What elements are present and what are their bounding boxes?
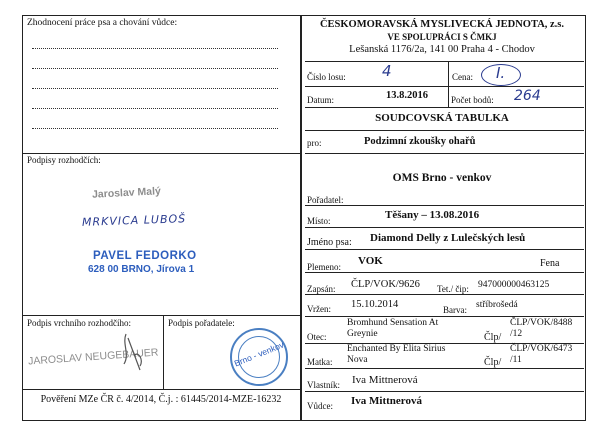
divider <box>305 294 584 295</box>
judge-signature-stamp: Jaroslav Malý <box>91 185 162 201</box>
divider <box>305 391 584 392</box>
datum-value: 13.8.2016 <box>386 90 428 101</box>
divider <box>305 130 584 131</box>
divider <box>305 107 584 108</box>
divider <box>22 389 300 390</box>
organizer-label: Podpis pořadatele: <box>168 318 235 328</box>
org-subtitle: VE SPOLUPRÁCI S ČMKJ <box>387 32 497 42</box>
divider <box>305 205 584 206</box>
vlastnik-value: Iva Mittnerová <box>352 374 418 386</box>
vlastnik-label: Vlastník: <box>307 380 340 390</box>
head-judge-stamp: JAROSLAV NEUGEBAUER <box>27 346 159 368</box>
vrzen-label: Vržen: <box>307 304 331 314</box>
dotted-line <box>32 108 278 109</box>
cena-label: Cena: <box>452 72 473 82</box>
otec-label: Otec: <box>307 332 327 342</box>
divider <box>305 153 584 154</box>
otec-value-line1: Bromhund Sensation At <box>347 318 439 328</box>
poradatel-label: Pořadatel: <box>307 195 344 205</box>
divider <box>305 272 584 273</box>
judge-stamp-name: PAVEL FEDORKO <box>93 250 197 262</box>
misto-label: Místo: <box>307 216 331 226</box>
datum-label: Datum: <box>307 95 334 105</box>
dotted-line <box>32 88 278 89</box>
divider <box>22 315 300 316</box>
dotted-line <box>32 128 278 129</box>
vrzen-value: 15.10.2014 <box>351 299 399 310</box>
judge-signature-handwritten: MRKVICA LUBOŠ <box>81 212 187 229</box>
org-address: Lešanská 1176/2a, 141 00 Praha 4 - Chodov <box>349 44 535 55</box>
jmeno-value: Diamond Delly z Lulečských lesů <box>370 232 526 244</box>
otec-value-line2: Greynie <box>347 329 378 339</box>
assessment-label: Zhodnocení práce psa a chování vůdce: <box>27 18 178 28</box>
table-title: SOUDCOVSKÁ TABULKA <box>375 112 509 124</box>
cena-value: I. <box>496 64 506 82</box>
cislo-value: 4 <box>382 62 392 80</box>
divider <box>163 315 164 389</box>
cip-label: Tet./ čip: <box>437 284 469 294</box>
plemeno-value: VOK <box>358 255 383 267</box>
matka-clp-label: Člp/ <box>484 357 502 368</box>
signature-scribble <box>120 330 150 374</box>
divider <box>305 316 584 317</box>
divider <box>305 368 584 369</box>
cip-value: 947000000463125 <box>478 280 550 290</box>
divider <box>448 61 449 107</box>
vudce-value: Iva Mittnerová <box>351 395 422 407</box>
divider <box>305 61 584 62</box>
dotted-line <box>32 48 278 49</box>
barva-label: Barva: <box>443 305 467 315</box>
barva-value: stříbrošedá <box>476 300 518 310</box>
otec-clp-line1: ČLP/VOK/8488 <box>510 318 573 328</box>
matka-clp-line2: /11 <box>510 355 522 365</box>
otec-clp-line2: /12 <box>510 329 523 339</box>
pro-value: Podzimní zkoušky ohařů <box>364 136 476 147</box>
judges-label: Podpisy rozhodčích: <box>27 155 101 165</box>
vudce-label: Vůdce: <box>307 401 333 411</box>
footer-authorization: Pověření MZe ČR č. 4/2014, Č.j. : 61445/2014-MZE-16232 <box>40 394 282 405</box>
organizer-value: OMS Brno - venkov <box>392 172 492 184</box>
matka-clp-line1: ČLP/VOK/6473 <box>510 344 573 354</box>
dotted-line <box>32 68 278 69</box>
matka-value-line1: Enchanted By Elita Sirius <box>347 344 446 354</box>
plemeno-label: Plemeno: <box>307 262 341 272</box>
matka-value-line2: Nova <box>347 355 368 365</box>
org-name: ČESKOMORAVSKÁ MYSLIVECKÁ JEDNOTA, z.s. <box>319 19 565 30</box>
judge-stamp-address: 628 00 BRNO, Jírova 1 <box>88 264 195 275</box>
matka-label: Matka: <box>307 357 333 367</box>
divider <box>305 86 584 87</box>
pro-label: pro: <box>307 138 322 148</box>
divider <box>305 227 584 228</box>
organizer-stamp-text: Brno - venkov <box>232 339 286 369</box>
zapsan-label: Zapsán: <box>307 284 336 294</box>
jmeno-label: Jméno psa: <box>307 237 352 248</box>
divider <box>22 153 300 154</box>
otec-clp-label: Člp/ <box>484 332 502 343</box>
body-value: 264 <box>514 88 541 104</box>
zapsan-value: ČLP/VOK/9626 <box>351 279 420 290</box>
cislo-label: Číslo losu: <box>307 72 346 82</box>
sex-value: Fena <box>540 258 560 269</box>
organizer-stamp-seal <box>230 328 288 386</box>
divider <box>305 249 584 250</box>
head-judge-label: Podpis vrchního rozhodčího: <box>27 318 131 328</box>
body-label: Počet bodů: <box>451 95 494 105</box>
misto-value: Těšany – 13.08.2016 <box>385 209 480 221</box>
